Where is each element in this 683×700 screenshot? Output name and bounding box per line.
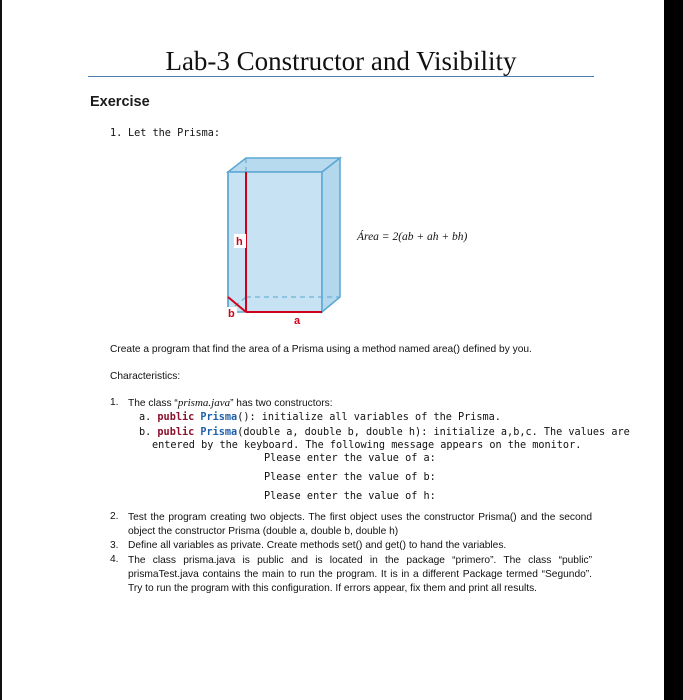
class-name: Prisma <box>200 427 238 438</box>
class-file-name: prisma.java <box>177 397 231 409</box>
page-edge-right <box>664 0 683 700</box>
prism-side-face <box>322 158 340 312</box>
label-h: h <box>236 236 243 248</box>
list-item-2-number: 2. <box>110 511 119 522</box>
list-item-4-text: The class prisma.java is public and is located in the package “primero”. The class “public” prismaTest.java contains the main to run the program. It is in a different Package termed “Segundo”. Try to run the program with this configuration. If errors appear, fix them and print all results. <box>128 555 592 594</box>
prompt-b: Please enter the value of b: <box>264 472 436 483</box>
list-item-1-post: ” has two constructors: <box>230 398 333 409</box>
subitem-b-continuation: entered by the keyboard. The following message appears on the monitor. <box>152 440 582 451</box>
label-a: a <box>294 315 301 327</box>
section-heading: Exercise <box>90 94 150 110</box>
keyword-public: public <box>157 427 195 438</box>
characteristics-label: Characteristics: <box>110 371 181 382</box>
label-b: b <box>228 308 235 320</box>
list-item-2-text: Test the program creating two objects. The first object uses the constructor Prisma() and the second object the constructor Prisma (double a, double b, double h) <box>128 512 592 537</box>
subitem-a <box>139 412 501 423</box>
list-item-3-number: 3. <box>110 540 119 551</box>
list-item-1-number: 1. <box>110 397 119 408</box>
subitem-b <box>139 427 630 438</box>
item1-number: 1. <box>110 128 123 139</box>
document-title: Lab-3 Constructor and Visibility <box>165 46 517 76</box>
list-item-4-number: 4. <box>110 554 119 565</box>
list-item-3-text: Define all variables as private. Create methods set() and get() to hand the variables. <box>128 540 507 551</box>
subitem-b-rest: (double a, double b, double h): initialize a,b,c. The values are <box>237 427 630 438</box>
page-edge-left <box>0 0 2 700</box>
list-item-1-pre: The class “ <box>128 398 178 409</box>
subitem-b-letter: b. <box>139 427 152 438</box>
keyword-public: public <box>157 412 195 423</box>
list-item-1-text <box>128 397 333 409</box>
title-underline <box>88 76 594 77</box>
prism-figure <box>218 152 353 327</box>
prompt-a: Please enter the value of a: <box>264 453 436 464</box>
prompt-h: Please enter the value of h: <box>264 491 436 502</box>
intro-text: Create a program that find the area of a Prisma using a method named area() defined by you. <box>110 344 532 355</box>
prism-top-face <box>228 158 340 172</box>
area-formula: Área = 2(ab + ah + bh) <box>357 231 468 243</box>
item1-text: Let the Prisma: <box>128 128 221 139</box>
subitem-a-letter: a. <box>139 412 152 423</box>
subitem-a-rest: (): initialize all variables of the Prisma. <box>237 412 501 423</box>
class-name: Prisma <box>200 412 238 423</box>
